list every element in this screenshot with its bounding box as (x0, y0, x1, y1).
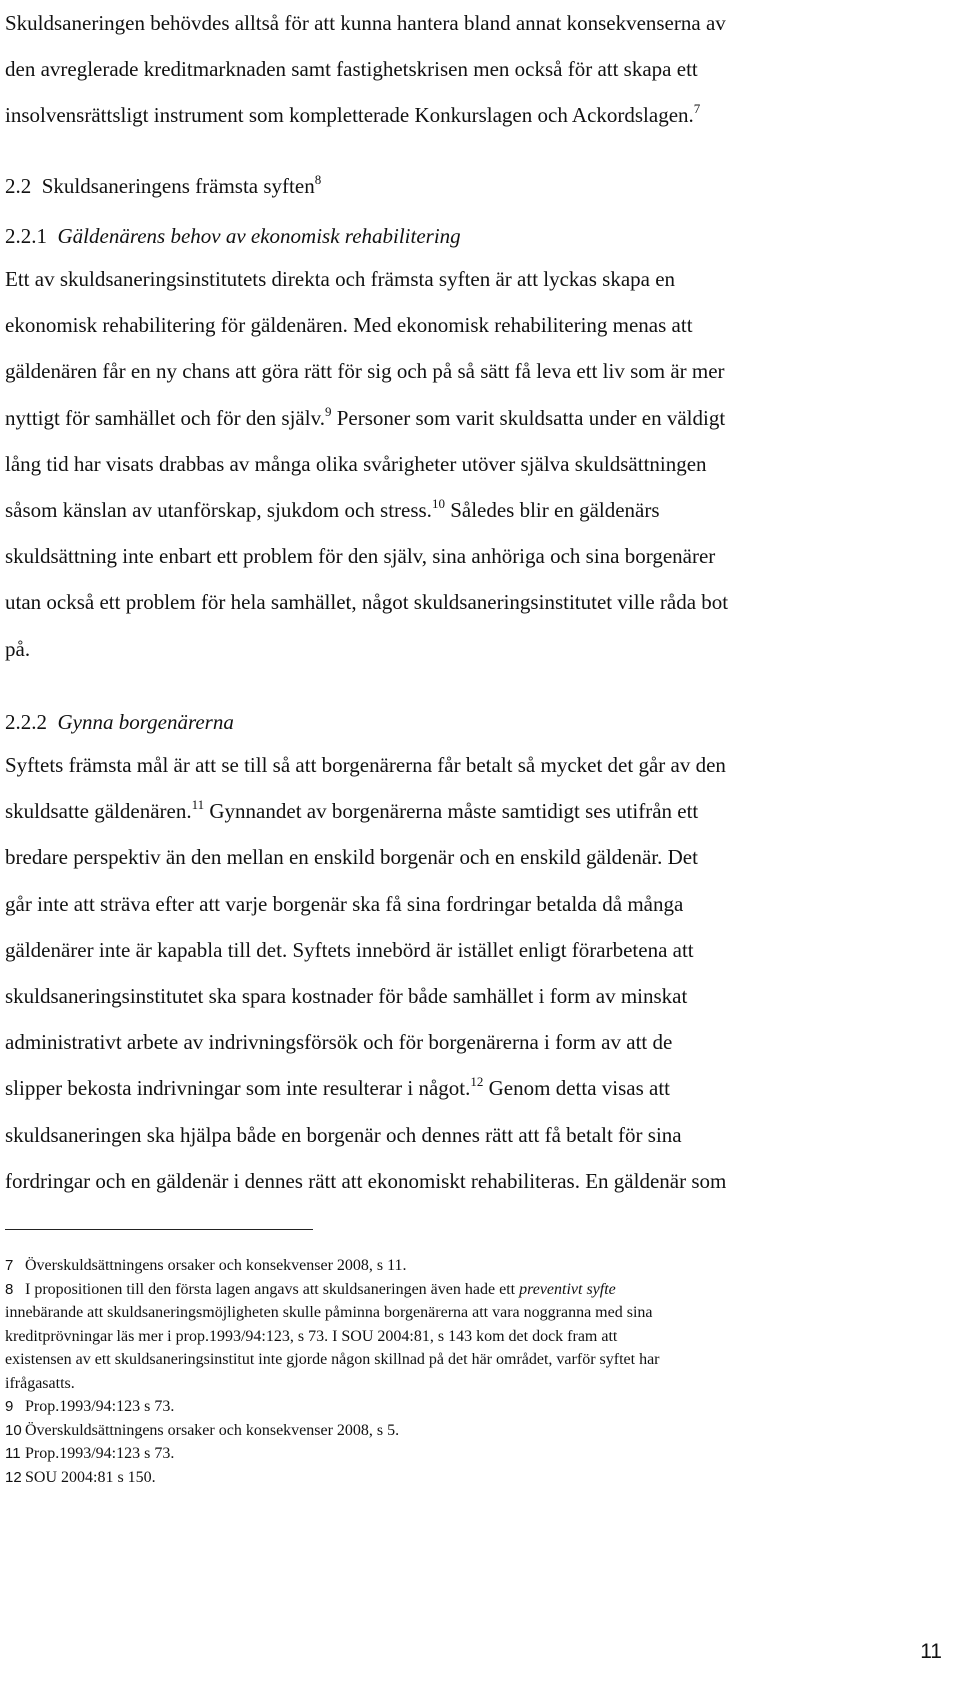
text-segment: gäldenärer inte är kapabla till det. Syftets innebörd är istället enligt förarbetena att (5, 937, 694, 962)
text-segment: utan också ett problem för hela samhället, något skuldsaneringsinstitutet ville råda bot (5, 590, 729, 615)
text-line (5, 626, 910, 672)
footnote-number: 12 (5, 1468, 22, 1486)
section-number: 2.2 (5, 174, 32, 198)
footnote-text: innebärande att skuldsaneringsmöjligheten skulle påminna borgenärerna att vara noggranna med sina (5, 1304, 653, 1321)
footnote-italic-text: preventivt syfte (519, 1280, 616, 1298)
section-heading (5, 171, 321, 201)
text-line (5, 1019, 910, 1065)
footnote-continuation (5, 1372, 910, 1396)
footnote-text: SOU 2004:81 s 150. (25, 1468, 156, 1486)
footnote-text: Överskuldsättningens orsaker och konsekvenser 2008, s 5. (25, 1421, 400, 1439)
footnote-text: Prop.1993/94:123 s 73. (25, 1398, 175, 1415)
text-line (5, 395, 910, 441)
footnotes (5, 1254, 910, 1489)
footnote-reference: 9 (324, 403, 332, 419)
text-line (5, 579, 910, 625)
footnote-continuation (5, 1348, 910, 1372)
section-title: Skuldsaneringens främsta syften (41, 174, 315, 198)
subsection-paragraph (5, 742, 910, 1204)
text-segment: fordringar och en gäldenär i dennes rätt att ekonomiskt rehabiliteras. En gäldenär som (5, 1168, 727, 1193)
footnote-number: 9 (5, 1398, 14, 1415)
subsection-title: Gynna borgenärerna (57, 710, 234, 734)
text-line (5, 256, 910, 302)
text-segment: skuldsättning inte enbart ett problem för den själv, sina anhöriga och sina borgenärer (5, 544, 716, 569)
page-number: 11 (920, 1640, 942, 1663)
text-segment: skuldsatte gäldenären. (5, 799, 192, 824)
text-segment: lång tid har visats drabbas av många olika svårigheter utöver själva skuldsättningen (5, 451, 707, 476)
text-line (5, 348, 910, 394)
text-segment: gäldenären får en ny chans att göra rätt för sig och på så sätt få leva ett liv som är mer (5, 359, 725, 384)
footnote-text: kreditprövningar läs mer i prop.1993/94:123, s 73. I SOU 2004:81, s 143 kom det dock fram att (5, 1327, 618, 1345)
subsection-title: Gäldenärens behov av ekonomisk rehabilitering (57, 224, 461, 248)
footnote-reference: 11 (191, 797, 205, 813)
text-segment: slipper bekosta indrivningar som inte resulterar i något. (5, 1076, 471, 1101)
text-line (5, 881, 910, 927)
text-line (5, 973, 910, 1019)
text-segment: Genom detta visas att (483, 1076, 671, 1101)
text-segment: såsom känslan av utanförskap, sjukdom och stress. (5, 497, 432, 522)
text-line (5, 834, 910, 880)
footnote-continuation (5, 1325, 910, 1349)
subsection-heading (5, 221, 461, 251)
footnote-continuation (5, 1301, 910, 1325)
text-segment: skuldsaneringen ska hjälpa både en borgenär och dennes rätt att få betalt för sina (5, 1122, 682, 1147)
footnote (5, 1442, 910, 1466)
text-line (5, 441, 910, 487)
footnote-text: Överskuldsättningens orsaker och konsekvenser 2008, s 11. (25, 1257, 407, 1274)
text-line (5, 788, 910, 834)
footnote-text: existensen av ett skuldsaneringsinstitut inte gjorde någon skillnad på det här området, varför syftet har (5, 1351, 660, 1368)
text-line (5, 1065, 910, 1111)
text-segment: på. (5, 636, 31, 661)
text-segment: går inte att sträva efter att varje borgenär ska få sina fordringar betalda då många (5, 891, 684, 916)
footnote-reference: 7 (693, 101, 701, 117)
subsection-paragraph (5, 256, 910, 672)
intro-paragraph (5, 0, 910, 139)
footnote-separator (5, 1229, 313, 1230)
footnote-number: 8 (5, 1280, 14, 1298)
text-line (5, 1112, 910, 1158)
subsection-number: 2.2.1 (5, 224, 47, 248)
text-segment: insolvensrättsligt instrument som kompletterade Konkurslagen och Ackordslagen. (5, 103, 694, 128)
text-line (5, 302, 910, 348)
text-line: Skuldsaneringen behövdes alltså för att kunna hantera bland annat konsekvenserna av (5, 11, 726, 35)
footnote-reference: 8 (314, 172, 322, 187)
footnote-number: 7 (5, 1257, 14, 1274)
text-segment: Personer som varit skuldsatta under en väldigt (331, 405, 726, 430)
footnote-number: 10 (5, 1421, 22, 1439)
text-segment: Gynnandet av borgenärerna måste samtidigt ses utifrån ett (204, 799, 699, 824)
text-segment: nyttigt för samhället och för den själv. (5, 405, 325, 430)
text-segment: Syftets främsta mål är att se till så att borgenärerna får betalt så mycket det går av den (5, 753, 726, 777)
footnote-text: ifrågasatts. (5, 1374, 75, 1392)
text-segment: bredare perspektiv än den mellan en enskild borgenär och en enskild gäldenär. Det (5, 845, 698, 870)
text-segment: skuldsaneringsinstitutet ska spara kostnader för både samhället i form av minskat (5, 983, 688, 1008)
text-line (5, 927, 910, 973)
text-segment: Ett av skuldsaneringsinstitutets direkta och främsta syften är att lyckas skapa en (5, 267, 676, 291)
footnote-number: 11 (5, 1445, 21, 1462)
footnote-text: Prop.1993/94:123 s 73. (25, 1445, 175, 1462)
footnote-text: I propositionen till den första lagen angavs att skuldsaneringen även hade ett (25, 1280, 520, 1298)
text-line (5, 92, 910, 138)
footnote-reference: 10 (431, 495, 445, 511)
text-segment: ekonomisk rehabilitering för gäldenären. Med ekonomisk rehabilitering menas att (5, 313, 693, 338)
text-line: den avreglerade kreditmarknaden samt fastighetskrisen men också för att skapa ett (5, 57, 698, 82)
text-line (5, 1158, 910, 1204)
text-line (5, 487, 910, 533)
footnote (5, 1419, 910, 1443)
footnote-reference: 12 (470, 1074, 484, 1090)
subsection-heading (5, 707, 234, 737)
footnote (5, 1278, 910, 1302)
subsection-number: 2.2.2 (5, 710, 47, 734)
text-line (5, 533, 910, 579)
text-line (5, 742, 910, 788)
footnote (5, 1395, 910, 1419)
footnote (5, 1466, 910, 1490)
text-segment: administrativt arbete av indrivningsförsök och för borgenärerna i form av att de (5, 1030, 673, 1055)
footnote (5, 1254, 910, 1278)
text-segment: Således blir en gäldenärs (444, 497, 660, 522)
